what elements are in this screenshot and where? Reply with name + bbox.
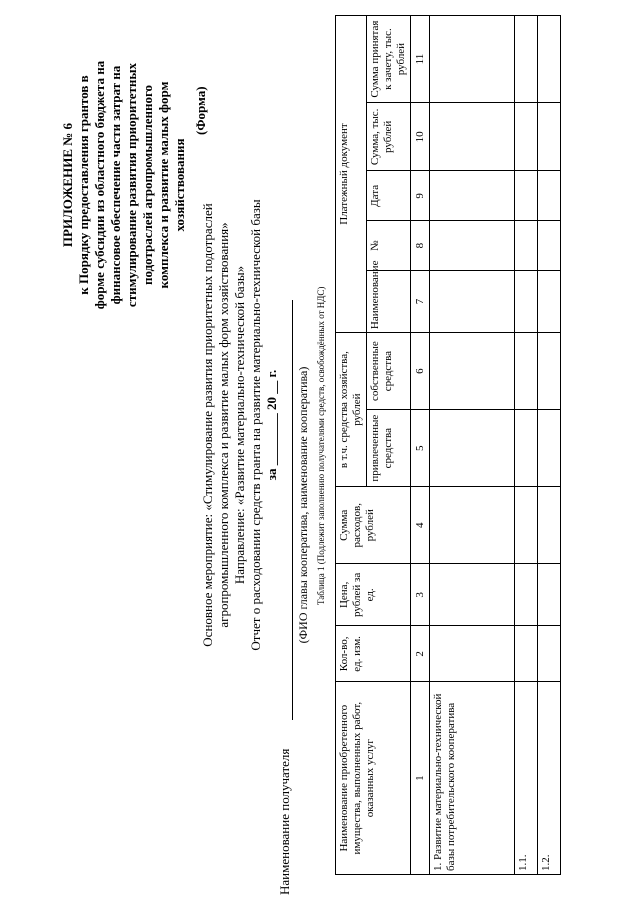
col-name-header: Наименование приобретенного имущества, выполненных работ, оказанных услуг — [336, 682, 411, 875]
report-period: за ________ 20 __ г. — [264, 369, 279, 481]
empty-cell[interactable] — [538, 270, 561, 332]
report-title: Отчет о расходовании средств гранта на развитие материально-технической базы — [248, 199, 263, 651]
empty-cell[interactable] — [538, 16, 561, 103]
col-sum-header: Сумма расходов, рублей — [336, 487, 411, 564]
empty-cell[interactable] — [515, 221, 538, 271]
appendix-line: стимулирование развития приоритетных — [124, 62, 139, 308]
empty-cell[interactable] — [430, 103, 515, 171]
empty-cell[interactable] — [538, 221, 561, 271]
column-number: 9 — [411, 171, 430, 221]
col-price-header: Цена, рублей за ед. — [336, 564, 411, 626]
empty-cell[interactable] — [538, 333, 561, 410]
column-number: 4 — [411, 487, 430, 564]
empty-cell[interactable] — [538, 626, 561, 682]
main-event-line-2: агропромышленного комплекса и развитие малых форм хозяйствования» — [216, 222, 231, 628]
empty-cell[interactable] — [515, 103, 538, 171]
column-number: 8 — [411, 221, 430, 271]
recipient-underline — [292, 300, 293, 720]
row-name-cell: 1. Развитие материально-технической базы потребительского кооператива — [430, 682, 515, 875]
empty-cell[interactable] — [515, 270, 538, 332]
recipient-hint: (ФИО главы кооператива, наименование кооператива) — [296, 366, 310, 644]
appendix-line: комплекса и развитие малых форм — [156, 81, 171, 289]
appendix-line: хозяйствования — [172, 138, 187, 232]
empty-cell[interactable] — [515, 333, 538, 410]
header-row — [336, 16, 367, 875]
row-name-cell: 1.1. — [515, 682, 538, 875]
column-number: 7 — [411, 270, 430, 332]
appendix-block — [60, 5, 188, 365]
col-doc-name-header: Наименование — [367, 270, 411, 332]
form-label: (Форма) — [193, 86, 208, 135]
empty-cell[interactable] — [538, 410, 561, 487]
appendix-line: к Порядку предоставления грантов в — [76, 75, 91, 295]
empty-cell[interactable] — [538, 564, 561, 626]
col-doc-no-header: № — [367, 221, 411, 271]
appendix-line: подотраслей агропромышленного — [140, 84, 155, 286]
column-number: 5 — [411, 410, 430, 487]
direction-line: Направление: «Развитие материально-технической базы» — [232, 265, 247, 585]
empty-cell[interactable] — [515, 16, 538, 103]
empty-cell[interactable] — [538, 487, 561, 564]
recipient-label: Наименование получателя — [277, 748, 292, 895]
column-number: 11 — [411, 16, 430, 103]
col-own-header: собственные средства — [367, 333, 411, 410]
column-number: 3 — [411, 564, 430, 626]
empty-cell[interactable] — [430, 171, 515, 221]
empty-cell[interactable] — [515, 626, 538, 682]
column-number: 6 — [411, 333, 430, 410]
col-accepted-header: Сумма принятая к зачету, тыс. рублей — [367, 16, 411, 103]
column-number: 2 — [411, 626, 430, 682]
table-row — [515, 16, 538, 875]
col-doc-date-header: Дата — [367, 171, 411, 221]
appendix-title: ПРИЛОЖЕНИЕ № 6 — [60, 122, 75, 248]
column-number: 1 — [411, 682, 430, 875]
column-number: 10 — [411, 103, 430, 171]
empty-cell[interactable] — [538, 171, 561, 221]
empty-cell[interactable] — [430, 487, 515, 564]
appendix-line: финансовое обеспечение части затрат на — [108, 65, 123, 305]
expense-table — [335, 15, 561, 875]
table-row — [538, 16, 561, 875]
empty-cell[interactable] — [430, 564, 515, 626]
main-event-line: Основное мероприятие: «Стимулирование развития приоритетных подотраслей — [200, 203, 215, 647]
col-doc-sum-header: Сумма, тыс. рублей — [367, 103, 411, 171]
col-qty-header: Кол-во, ед. изм. — [336, 626, 411, 682]
empty-cell[interactable] — [430, 16, 515, 103]
empty-cell[interactable] — [515, 410, 538, 487]
empty-cell[interactable] — [430, 333, 515, 410]
empty-cell[interactable] — [515, 487, 538, 564]
table-row — [430, 16, 515, 875]
table-note: Таблица 1 (Подлежит заполнению получателями средств, освобождённых от НДС) — [316, 286, 326, 605]
empty-cell[interactable] — [430, 270, 515, 332]
empty-cell[interactable] — [430, 626, 515, 682]
row-name-cell: 1.2. — [538, 682, 561, 875]
col-incl-header: в т.ч. средства хозяйства, рублей — [336, 333, 367, 487]
col-attracted-header: привлеченные средства — [367, 410, 411, 487]
empty-cell[interactable] — [538, 103, 561, 171]
empty-cell[interactable] — [515, 171, 538, 221]
empty-cell[interactable] — [430, 410, 515, 487]
appendix-line: форме субсидии из областного бюджета на — [92, 60, 107, 310]
empty-cell[interactable] — [430, 221, 515, 271]
col-payment-doc-header: Платежный документ — [336, 16, 367, 333]
empty-cell[interactable] — [515, 564, 538, 626]
column-number-row — [411, 16, 430, 875]
